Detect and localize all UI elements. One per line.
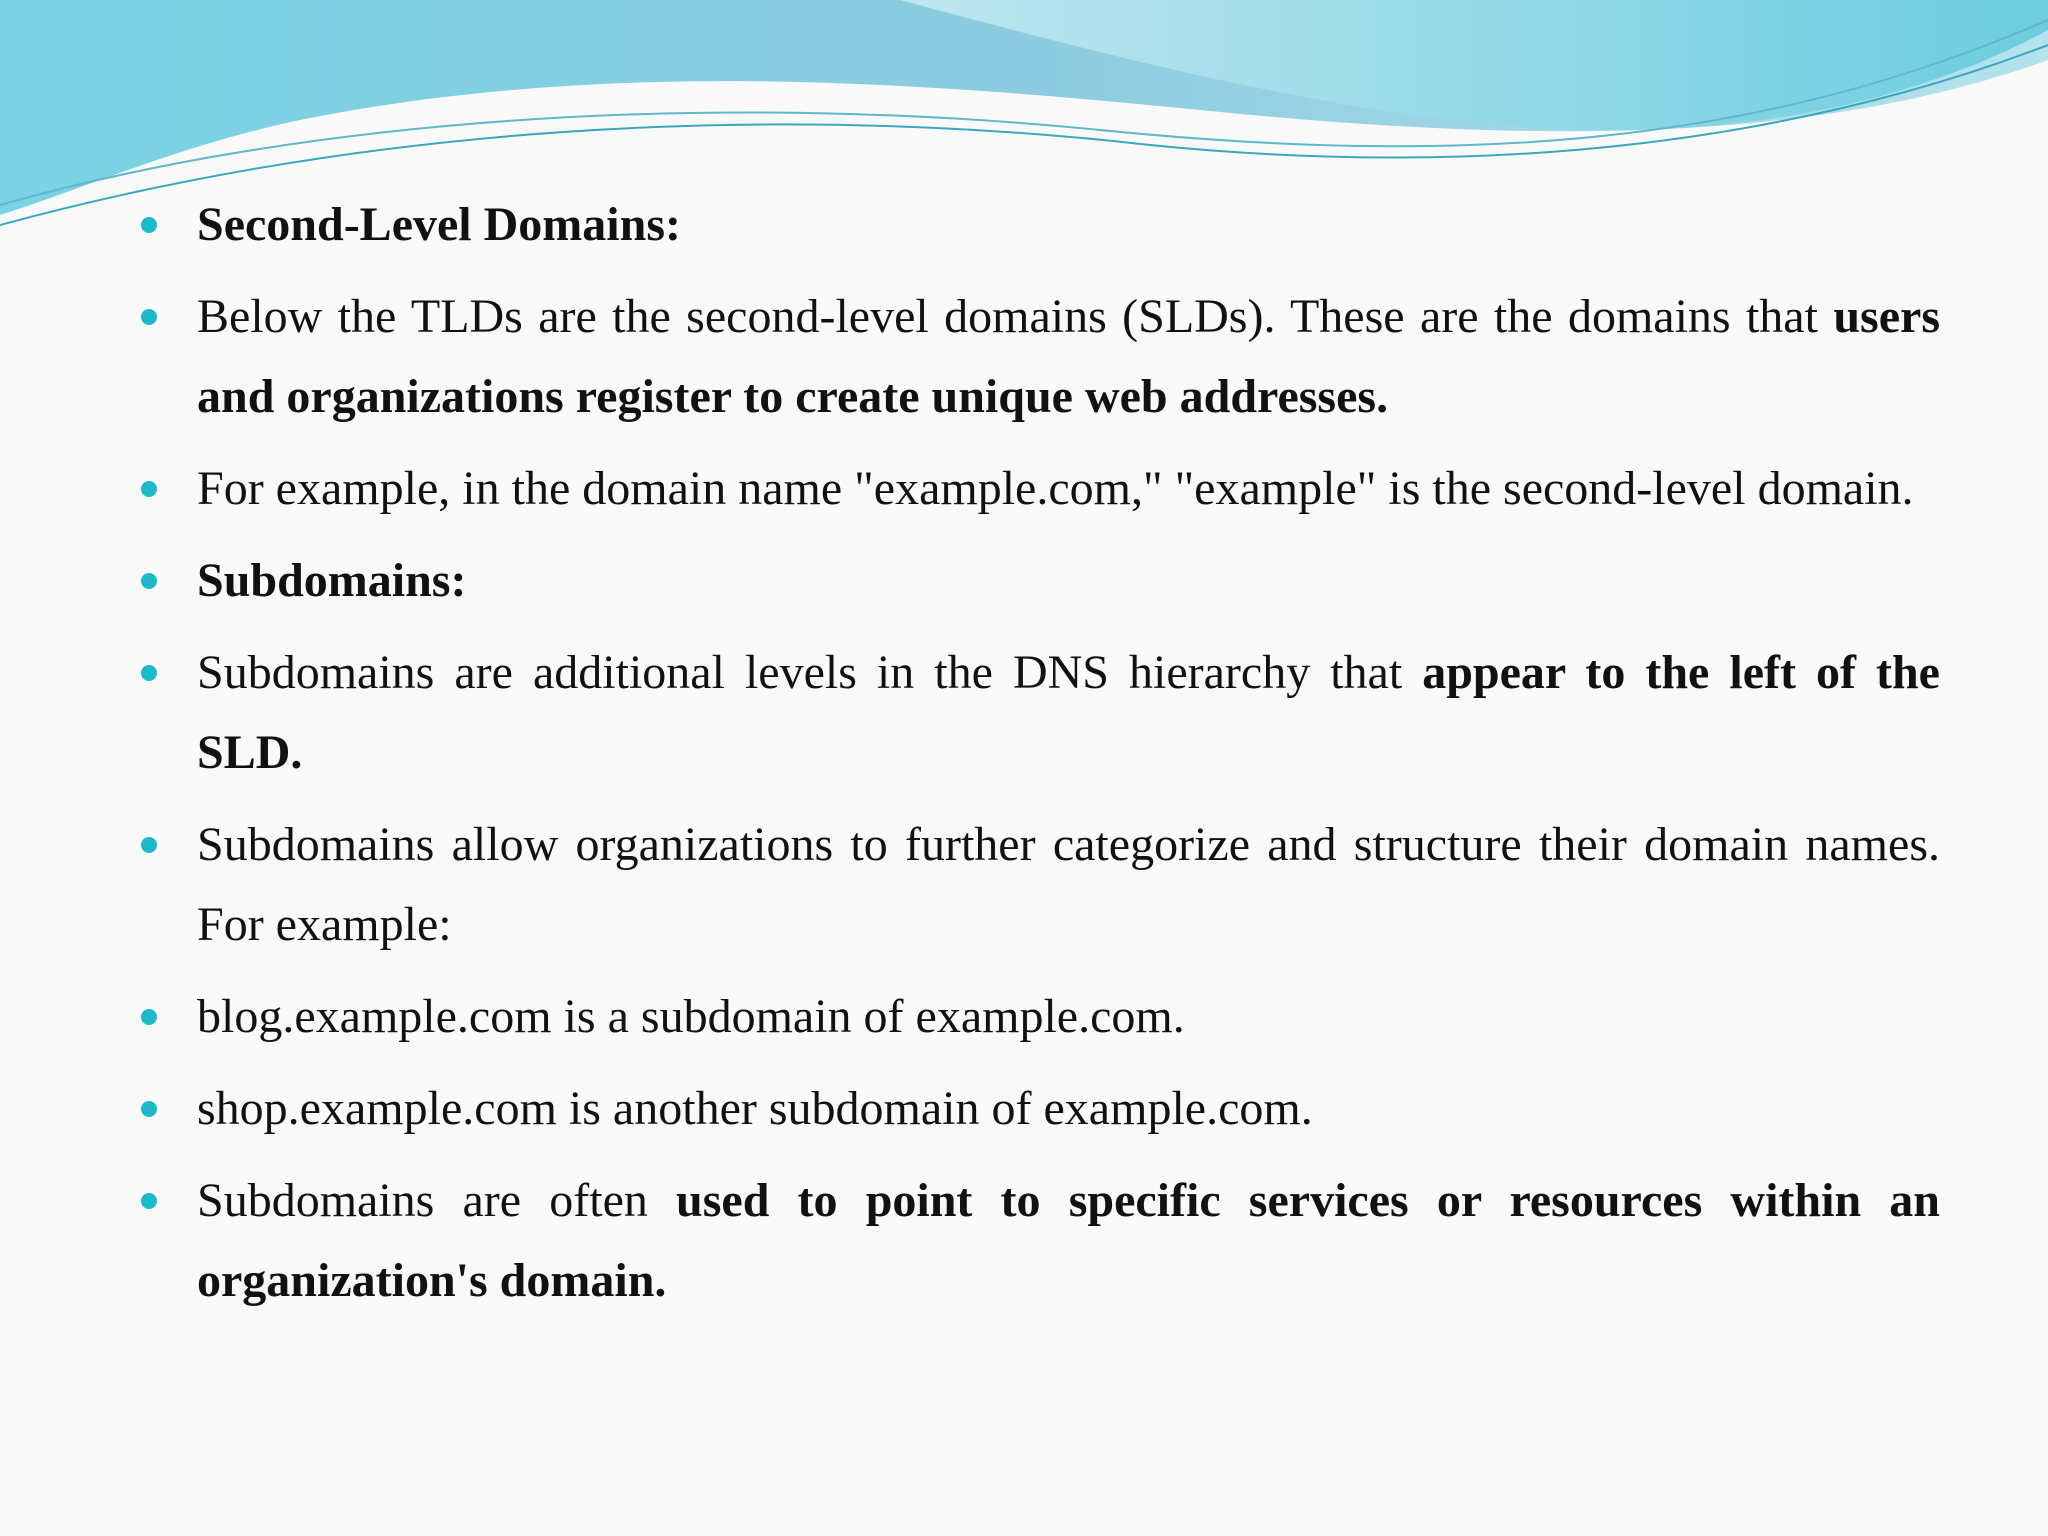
bullet-text-bold: used to point to specific services or resources within an organization's domain.	[197, 1174, 1940, 1307]
bullet-list	[135, 185, 1940, 1321]
bullet-text-bold: appear to the left of the SLD.	[197, 646, 1940, 779]
slide-content	[135, 185, 1940, 1333]
bullet-item	[135, 541, 1940, 621]
bullet-item	[135, 1161, 1940, 1321]
bullet-item	[135, 185, 1940, 265]
bullet-item	[135, 1069, 1940, 1149]
bullet-dot-icon	[141, 1193, 157, 1209]
bullet-text: For example, in the domain name "example.com," "example" is the second-level domain.	[197, 462, 1914, 515]
bullet-item	[135, 977, 1940, 1057]
bullet-text: Subdomains allow organizations to further categorize and structure their domain names. For example:	[197, 818, 1940, 951]
bullet-text: shop.example.com is another subdomain of example.com.	[197, 1082, 1313, 1135]
bullet-text: Subdomains are additional levels in the DNS hierarchy that	[197, 646, 1423, 699]
bullet-text: Subdomains are often	[197, 1174, 677, 1227]
bullet-dot-icon	[141, 309, 157, 325]
bullet-dot-icon	[141, 665, 157, 681]
bullet-text: blog.example.com is a subdomain of example.com.	[197, 990, 1185, 1043]
bullet-item	[135, 805, 1940, 965]
bullet-dot-icon	[141, 481, 157, 497]
bullet-item	[135, 277, 1940, 437]
bullet-text-bold: Subdomains:	[197, 554, 467, 607]
bullet-item	[135, 449, 1940, 529]
bullet-dot-icon	[141, 1101, 157, 1117]
bullet-dot-icon	[141, 573, 157, 589]
bullet-item	[135, 633, 1940, 793]
bullet-dot-icon	[141, 837, 157, 853]
bullet-dot-icon	[141, 1009, 157, 1025]
bullet-text: Below the TLDs are the second-level domains (SLDs). These are the domains that	[197, 290, 1834, 343]
bullet-dot-icon	[141, 217, 157, 233]
bullet-text-bold: users and organizations register to create unique web addresses.	[197, 290, 1940, 423]
bullet-text-bold: Second-Level Domains:	[197, 198, 681, 251]
